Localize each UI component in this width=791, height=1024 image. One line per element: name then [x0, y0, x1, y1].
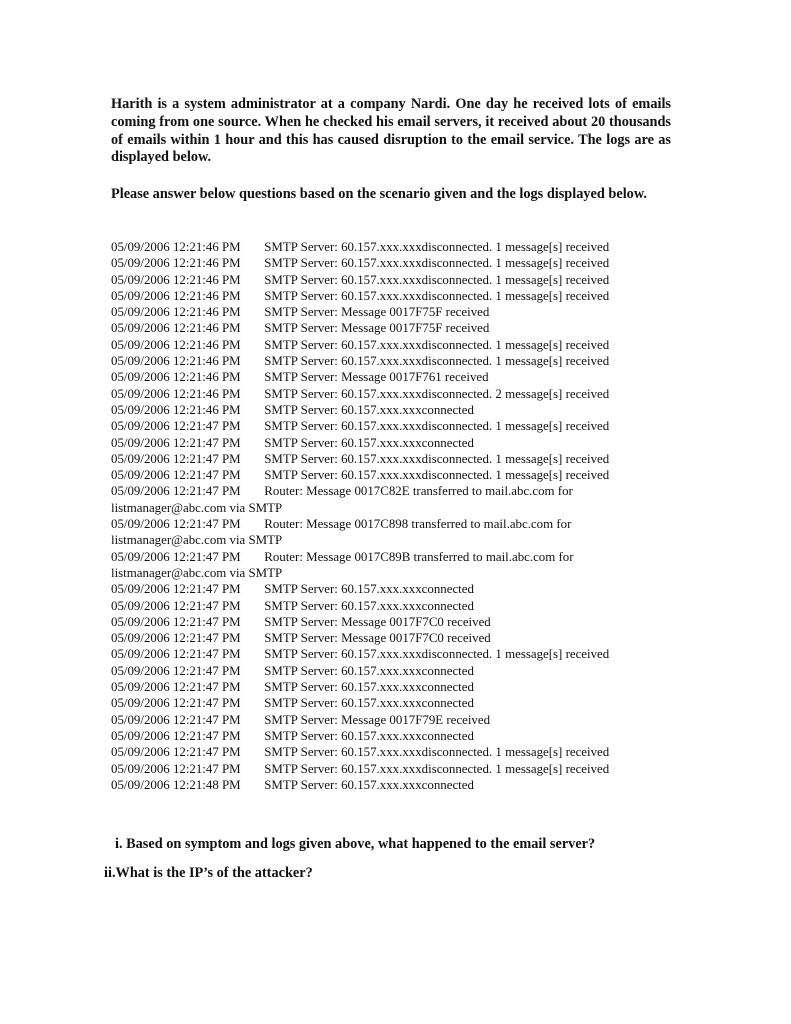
log-entry — [111, 728, 671, 744]
log-message: SMTP Server: 60.157.xxx.xxxconnected — [264, 728, 474, 743]
log-entry — [111, 386, 671, 402]
log-entry — [111, 353, 671, 369]
log-entry — [111, 337, 671, 353]
log-entry — [111, 581, 671, 597]
log-timestamp: 05/09/2006 12:21:48 PM — [111, 777, 241, 792]
log-timestamp: 05/09/2006 12:21:47 PM — [111, 761, 241, 776]
log-message: SMTP Server: Message 0017F79E received — [264, 712, 491, 727]
log-timestamp: 05/09/2006 12:21:47 PM — [111, 517, 241, 532]
log-timestamp: 05/09/2006 12:21:46 PM — [111, 305, 241, 320]
log-timestamp: 05/09/2006 12:21:46 PM — [111, 402, 241, 417]
log-entry — [111, 239, 671, 255]
log-entry — [111, 679, 671, 695]
log-message: SMTP Server: 60.157.xxx.xxxconnected — [264, 598, 474, 613]
instruction-paragraph: Please answer below questions based on the scenario given and the logs displayed below. — [111, 186, 647, 202]
log-message: SMTP Server: 60.157.xxx.xxxdisconnected. 1 message[s] received — [264, 272, 610, 287]
log-entry — [111, 418, 671, 434]
log-message: SMTP Server: 60.157.xxx.xxxdisconnected. 1 message[s] received — [264, 451, 610, 466]
log-timestamp: 05/09/2006 12:21:47 PM — [111, 614, 241, 629]
log-entry — [111, 663, 671, 679]
log-entry — [111, 304, 671, 320]
log-timestamp: 05/09/2006 12:21:47 PM — [111, 728, 241, 743]
log-message: SMTP Server: 60.157.xxx.xxxdisconnected. 1 message[s] received — [264, 761, 610, 776]
log-entry — [111, 255, 671, 271]
log-timestamp: 05/09/2006 12:21:47 PM — [111, 549, 241, 564]
log-entry — [111, 369, 671, 385]
log-message: SMTP Server: 60.157.xxx.xxxdisconnected. 1 message[s] received — [264, 647, 610, 662]
log-entry — [111, 272, 671, 288]
log-message: SMTP Server: 60.157.xxx.xxxconnected — [264, 582, 474, 597]
log-entry — [111, 320, 671, 336]
log-timestamp: 05/09/2006 12:21:46 PM — [111, 256, 241, 271]
log-message: Router: Message 0017C89B transferred to mail.abc.com for listmanager@abc.com via SMTP — [111, 549, 574, 580]
log-timestamp: 05/09/2006 12:21:46 PM — [111, 337, 241, 352]
question-1: i. Based on symptom and logs given above, what happened to the email server? — [115, 836, 596, 852]
log-timestamp: 05/09/2006 12:21:46 PM — [111, 272, 241, 287]
log-timestamp: 05/09/2006 12:21:47 PM — [111, 712, 241, 727]
log-message: Router: Message 0017C898 transferred to mail.abc.com for listmanager@abc.com via SMTP — [111, 517, 572, 548]
log-message: SMTP Server: Message 0017F75F received — [264, 305, 490, 320]
log-timestamp: 05/09/2006 12:21:47 PM — [111, 435, 241, 450]
log-timestamp: 05/09/2006 12:21:47 PM — [111, 451, 241, 466]
log-entry — [111, 516, 671, 549]
scenario-paragraph: Harith is a system administrator at a company Nardi. One day he received lots of emails coming from one source. When he checked his email servers, it received about 20 thousands of emails within 1 hour and this has caused disruption to the email service. The logs are as displayed below. — [111, 96, 671, 166]
log-message: SMTP Server: Message 0017F7C0 received — [264, 614, 491, 629]
log-message: SMTP Server: 60.157.xxx.xxxdisconnected. 1 message[s] received — [264, 337, 610, 352]
log-timestamp: 05/09/2006 12:21:47 PM — [111, 663, 241, 678]
log-entry — [111, 646, 671, 662]
log-timestamp: 05/09/2006 12:21:47 PM — [111, 468, 241, 483]
log-message: SMTP Server: 60.157.xxx.xxxdisconnected. 1 message[s] received — [264, 240, 610, 254]
server-log — [111, 239, 671, 793]
log-message: SMTP Server: 60.157.xxx.xxxdisconnected. 1 message[s] received — [264, 288, 610, 303]
log-message: Router: Message 0017C82E transferred to mail.abc.com for listmanager@abc.com via SMTP — [111, 484, 573, 515]
log-timestamp: 05/09/2006 12:21:46 PM — [111, 240, 241, 254]
log-entry — [111, 483, 671, 516]
log-entry — [111, 712, 671, 728]
log-entry — [111, 598, 671, 614]
log-message: SMTP Server: 60.157.xxx.xxxconnected — [264, 696, 474, 711]
log-message: SMTP Server: Message 0017F7C0 received — [264, 631, 491, 646]
log-message: SMTP Server: 60.157.xxx.xxxdisconnected. 1 message[s] received — [264, 468, 610, 483]
log-entry — [111, 435, 671, 451]
log-entry — [111, 695, 671, 711]
log-message: SMTP Server: 60.157.xxx.xxxconnected — [264, 435, 474, 450]
log-timestamp: 05/09/2006 12:21:47 PM — [111, 696, 241, 711]
log-timestamp: 05/09/2006 12:21:47 PM — [111, 647, 241, 662]
log-timestamp: 05/09/2006 12:21:46 PM — [111, 386, 241, 401]
log-timestamp: 05/09/2006 12:21:47 PM — [111, 484, 241, 499]
question-2: ii.What is the IP’s of the attacker? — [104, 865, 313, 881]
log-entry — [111, 761, 671, 777]
log-message: SMTP Server: 60.157.xxx.xxxdisconnected. 1 message[s] received — [264, 745, 610, 760]
log-timestamp: 05/09/2006 12:21:46 PM — [111, 370, 241, 385]
log-timestamp: 05/09/2006 12:21:46 PM — [111, 321, 241, 336]
log-message: SMTP Server: 60.157.xxx.xxxconnected — [264, 663, 474, 678]
log-message: SMTP Server: 60.157.xxx.xxxdisconnected. 2 message[s] received — [264, 386, 610, 401]
log-message: SMTP Server: Message 0017F75F received — [264, 321, 490, 336]
log-message: SMTP Server: Message 0017F761 received — [264, 370, 489, 385]
log-timestamp: 05/09/2006 12:21:47 PM — [111, 419, 241, 434]
log-message: SMTP Server: 60.157.xxx.xxxconnected — [264, 680, 474, 695]
log-entry — [111, 744, 671, 760]
log-message: SMTP Server: 60.157.xxx.xxxconnected — [264, 777, 474, 792]
log-entry — [111, 451, 671, 467]
log-entry — [111, 549, 671, 582]
log-entry — [111, 630, 671, 646]
log-message: SMTP Server: 60.157.xxx.xxxdisconnected. 1 message[s] received — [264, 354, 610, 369]
log-timestamp: 05/09/2006 12:21:47 PM — [111, 680, 241, 695]
log-message: SMTP Server: 60.157.xxx.xxxdisconnected. 1 message[s] received — [264, 256, 610, 271]
log-entry — [111, 777, 671, 793]
log-entry — [111, 614, 671, 630]
log-timestamp: 05/09/2006 12:21:47 PM — [111, 582, 241, 597]
log-timestamp: 05/09/2006 12:21:46 PM — [111, 354, 241, 369]
log-timestamp: 05/09/2006 12:21:46 PM — [111, 288, 241, 303]
log-timestamp: 05/09/2006 12:21:47 PM — [111, 631, 241, 646]
log-entry — [111, 288, 671, 304]
log-timestamp: 05/09/2006 12:21:47 PM — [111, 745, 241, 760]
log-message: SMTP Server: 60.157.xxx.xxxconnected — [264, 402, 474, 417]
log-entry — [111, 467, 671, 483]
log-message: SMTP Server: 60.157.xxx.xxxdisconnected. 1 message[s] received — [264, 419, 610, 434]
log-entry — [111, 402, 671, 418]
log-timestamp: 05/09/2006 12:21:47 PM — [111, 598, 241, 613]
